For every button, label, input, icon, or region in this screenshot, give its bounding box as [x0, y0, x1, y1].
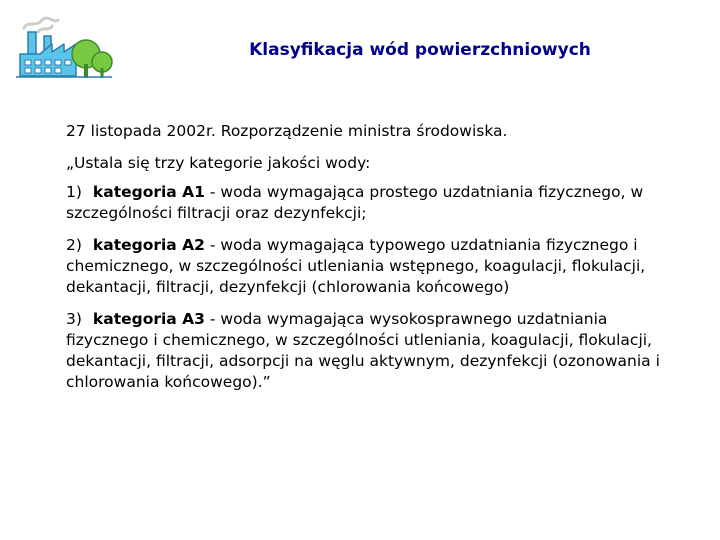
list-item — [66, 309, 686, 393]
category-description: - woda wymagająca wysokosprawnego uzdatniania fizycznego i chemicznego, w szczególności utleniania, koagulacji, flokulacji, dekantacji, filtracji, adsorpcji na węglu aktywnym, dezynfekcji (ozonowania i chlorowania końcowego).” — [66, 310, 660, 391]
category-label: kategoria A2 — [92, 236, 205, 254]
intro-quote-line: „Ustala się trzy kategorie jakości wody: — [66, 154, 371, 172]
category-description: - woda wymagająca prostego uzdatniania fizycznego, w szczególności filtracji oraz dezynfekcji; — [66, 183, 644, 222]
intro-date-line: 27 listopada 2002r. Rozporządzenie ministra środowiska. — [66, 122, 508, 140]
item-number: 3) — [66, 310, 82, 328]
category-description: - woda wymagająca typowego uzdatniania fizycznego i chemicznego, w szczególności utleniania wstępnego, koagulacji, flokulacji, dekantacji, filtracji, dezynfekcji (chlorowania końcowego) — [66, 236, 646, 296]
category-label: kategoria A1 — [92, 183, 205, 201]
category-label: kategoria A3 — [92, 310, 205, 328]
factory-and-trees-icon — [14, 14, 114, 84]
item-number: 1) — [66, 183, 82, 201]
list-item — [66, 182, 686, 224]
slide-body — [66, 121, 686, 404]
item-number: 2) — [66, 236, 82, 254]
list-item — [66, 235, 686, 298]
slide-title: Klasyfikacja wód powierzchniowych — [249, 40, 591, 60]
factory-logo-icon — [14, 14, 114, 84]
